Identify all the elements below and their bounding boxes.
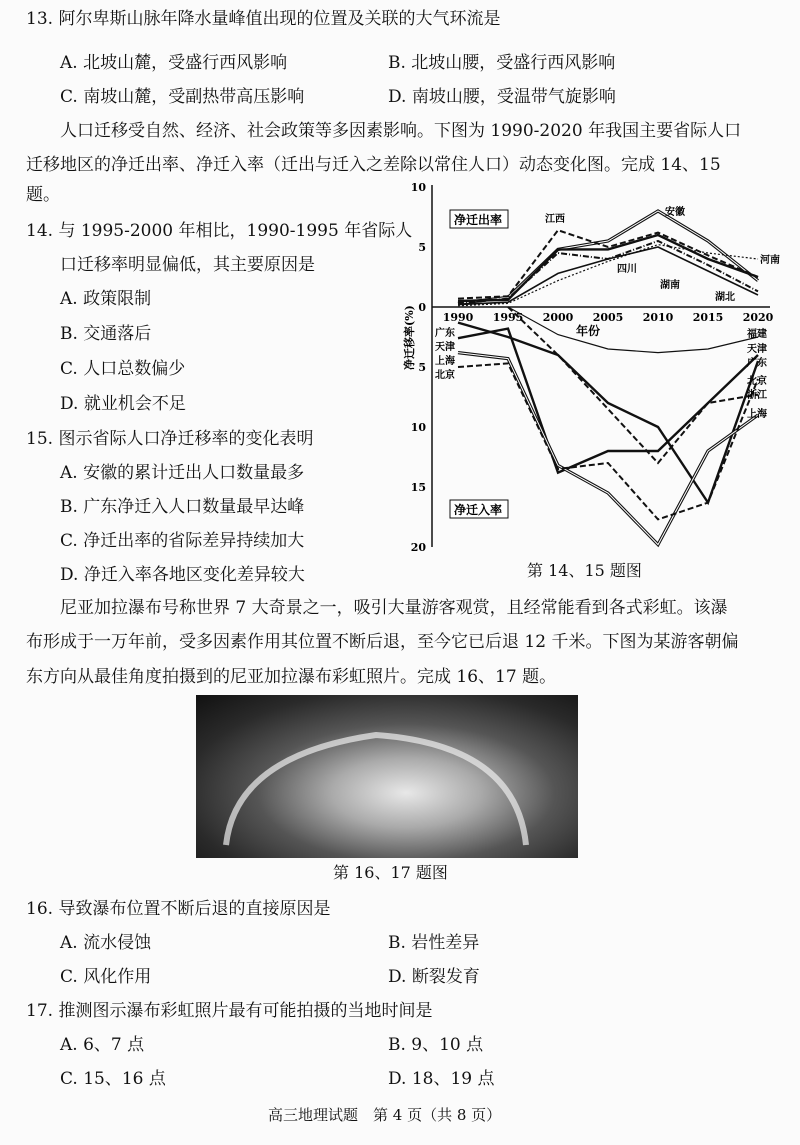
x-tick-label: 1995 — [492, 311, 524, 324]
q13-option-d: D. 南坡山腰，受温带气旋影响 — [388, 87, 616, 107]
x-tick-label: 1990 — [442, 311, 474, 324]
series-label-left: 上海 — [435, 356, 455, 367]
series-label: 湖北 — [715, 292, 735, 303]
q14-option-d: D. 就业机会不足 — [60, 394, 186, 414]
series-label-right: 北京 — [747, 376, 767, 387]
q15-stem: 15. 图示省际人口净迁移率的变化表明 — [26, 429, 314, 449]
q17-option-b: B. 9、10 点 — [388, 1035, 484, 1055]
q14-stem: 14. 与 1995-2000 年相比，1990-1995 年省际人 — [26, 221, 413, 241]
series-label: 安徽 — [665, 207, 685, 218]
series-line-天津 — [458, 329, 758, 473]
q13-option-b: B. 北坡山腰，受盛行西风影响 — [388, 53, 616, 73]
intro2-line: 布形成于一万年前，受多因素作用其位置不断后退，至今它已后退 12 千米。下图为某游客朝偏 — [26, 632, 739, 652]
q16-stem: 16. 导致瀑布位置不断后退的直接原因是 — [26, 899, 331, 919]
intro1-line: 迁移地区的净迁出率、净迁入率（迁出与迁入之差除以常住人口）动态变化图。完成 14、15 — [26, 155, 721, 175]
panel-in-label: 净迁入率 — [454, 503, 503, 517]
q13-option-a: A. 北坡山麓，受盛行西风影响 — [60, 53, 288, 73]
series-label: 四川 — [617, 264, 637, 275]
intro2-line: 东方向从最佳角度拍摄到的尼亚加拉瀑布彩虹照片。完成 16、17 题。 — [26, 667, 557, 687]
q17-option-c: C. 15、16 点 — [60, 1069, 166, 1089]
panel-out-label: 净迁出率 — [454, 213, 503, 227]
series-label: 江西 — [545, 214, 565, 225]
q16-option-d: D. 断裂发育 — [388, 967, 480, 987]
x-axis-label: 年份 — [575, 324, 601, 338]
niagara-rainbow-photo — [196, 695, 578, 858]
series-label-right: 浙江 — [747, 390, 767, 401]
photo-caption: 第 16、17 题图 — [333, 863, 448, 882]
series-label: 湖南 — [660, 280, 680, 291]
page-footer: 高三地理试题 第 4 页（共 8 页） — [268, 1106, 502, 1124]
series-label-right: 福建 — [747, 329, 767, 340]
q13-stem: 13. 阿尔卑斯山脉年降水量峰值出现的位置及关联的大气环流是 — [26, 9, 501, 29]
x-tick-label: 2000 — [542, 311, 574, 324]
intro2-line: 尼亚加拉瀑布号称世界 7 大奇景之一，吸引大量游客观赏，且经常能看到各式彩虹。该瀑 — [60, 598, 728, 618]
y-tick-label: 5 — [418, 361, 426, 374]
q14-stem-cont: 口迁移率明显偏低，其主要原因是 — [60, 255, 315, 275]
q14-option-c: C. 人口总数偏少 — [60, 359, 186, 379]
x-tick-label: 2020 — [742, 311, 774, 324]
q13-option-c: C. 南坡山麓，受副热带高压影响 — [60, 87, 305, 107]
y-tick-label: 10 — [410, 181, 426, 194]
intro1-line: 题。 — [26, 185, 60, 205]
series-label-left: 天津 — [435, 342, 455, 353]
y-tick-label: 10 — [410, 421, 426, 434]
chart-caption: 第 14、15 题图 — [527, 561, 642, 580]
q17-stem: 17. 推测图示瀑布彩虹照片最有可能拍摄的当地时间是 — [26, 1001, 433, 1021]
y-axis-label: 净迁移率(%) — [403, 305, 416, 370]
q17-option-a: A. 6、7 点 — [60, 1035, 145, 1055]
x-tick-label: 2010 — [642, 311, 674, 324]
q17-option-d: D. 18、19 点 — [388, 1069, 495, 1089]
series-label-right: 上海 — [747, 409, 767, 420]
series-line-北京 — [458, 363, 758, 519]
rainbow-arc — [196, 695, 578, 858]
x-tick-label: 2005 — [592, 311, 624, 324]
series-label-left: 北京 — [435, 370, 455, 381]
y-tick-label: 15 — [410, 481, 426, 494]
q14-option-a: A. 政策限制 — [60, 289, 152, 309]
series-label-left: 广东 — [435, 328, 455, 339]
q14-option-b: B. 交通落后 — [60, 324, 152, 344]
y-tick-label: 20 — [410, 541, 426, 554]
intro1-line: 人口迁移受自然、经济、社会政策等多因素影响。下图为 1990-2020 年我国主要省际人口 — [60, 121, 742, 141]
q16-option-c: C. 风化作用 — [60, 967, 152, 987]
series-label: 河南 — [760, 255, 780, 266]
y-tick-label: 5 — [418, 241, 426, 254]
q15-option-b: B. 广东净迁入人口数量最早达峰 — [60, 497, 305, 517]
q16-option-b: B. 岩性差异 — [388, 933, 480, 953]
series-label-right: 天津 — [747, 344, 767, 355]
q16-option-a: A. 流水侵蚀 — [60, 933, 152, 953]
y-tick-label: 0 — [418, 301, 426, 314]
migration-rate-chart — [395, 180, 795, 560]
x-tick-label: 2015 — [692, 311, 724, 324]
q15-option-d: D. 净迁入率各地区变化差异较大 — [60, 565, 305, 585]
series-label-right: 广东 — [747, 358, 767, 369]
q15-option-a: A. 安徽的累计迁出人口数量最多 — [60, 463, 305, 483]
q15-option-c: C. 净迁出率的省际差异持续加大 — [60, 531, 305, 551]
